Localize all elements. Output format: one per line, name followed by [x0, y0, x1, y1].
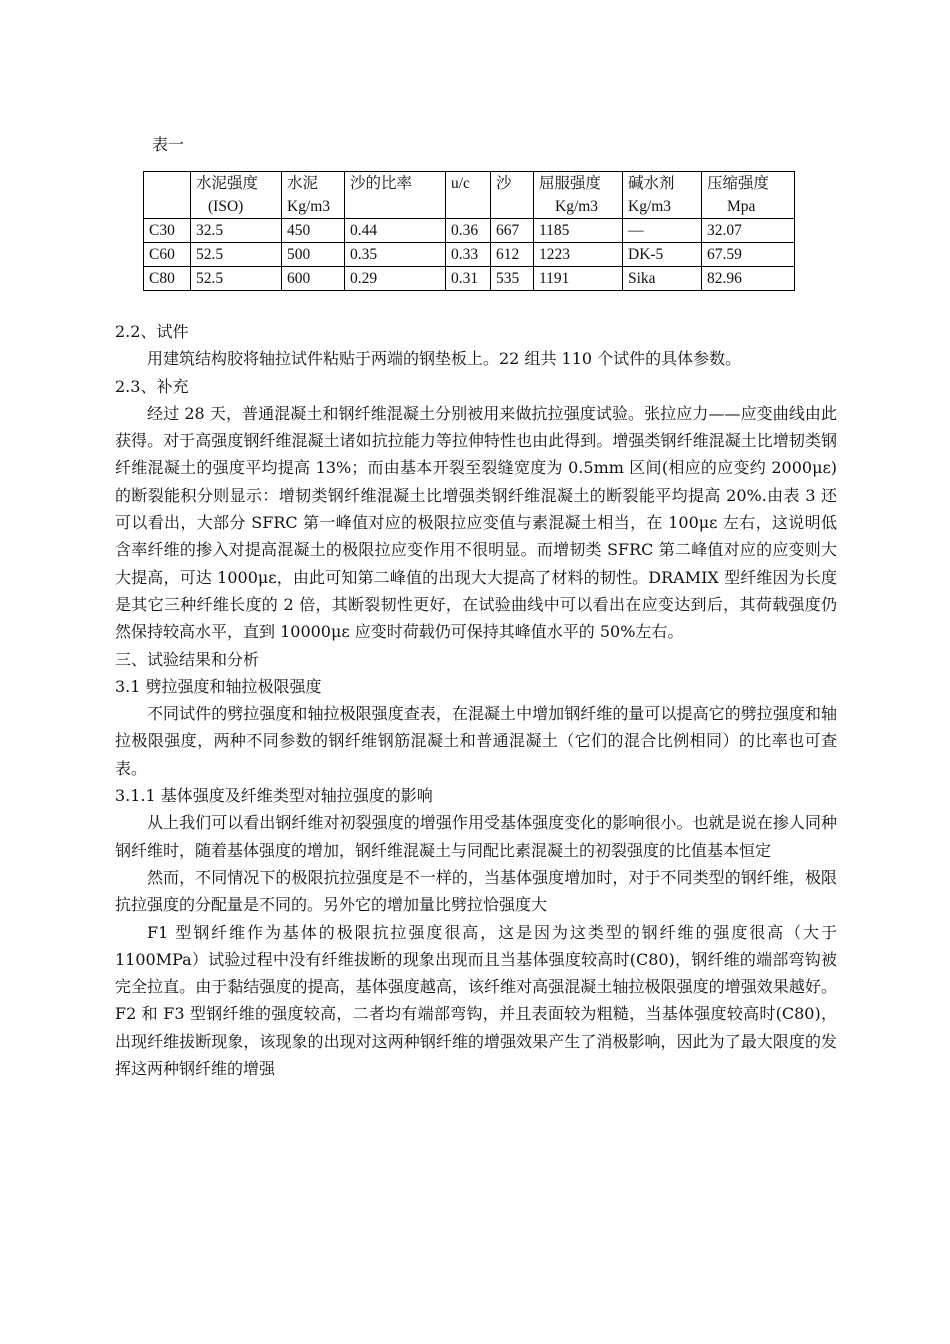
- table-cell: 32.07: [702, 219, 795, 243]
- table-cell: 67.59: [702, 243, 795, 267]
- table-cell: 667: [491, 219, 534, 243]
- header-cell-cement: 水泥 Kg/m3: [282, 172, 345, 219]
- table-cell: 0.44: [345, 219, 446, 243]
- section-heading: 3.1 劈拉强度和轴拉极限强度: [115, 676, 322, 696]
- table-header-row: [144, 172, 795, 219]
- section-heading: 2.2、试件: [115, 322, 189, 341]
- table-cell: 1223: [534, 243, 623, 267]
- table-cell: 0.31: [446, 267, 491, 291]
- paragraph: 然而，不同情况下的极限抗拉强度是不一样的，当基体强度增加时，对于不同类型的钢纤维，极限抗拉强度的分配量是不同的。另外它的增加量比劈拉恰强度大: [115, 867, 837, 915]
- table-cell: DK-5: [623, 243, 702, 267]
- header-cell-sand: 沙: [491, 172, 534, 219]
- section-heading: 2.3、补充: [115, 376, 189, 396]
- table-cell: 82.96: [702, 267, 795, 291]
- paragraph: 不同试件的劈拉强度和轴拉极限强度查表，在混凝土中增加钢纤维的量可以提高它的劈拉强度和轴拉极限强度，两种不同参数的钢纤维钢筋混凝土和普通混凝土（它们的混合比例相同）的比率也可查表。: [115, 704, 837, 778]
- body-text: [115, 318, 837, 1082]
- table-cell: 32.5: [191, 219, 282, 243]
- table-cell: C80: [144, 267, 191, 291]
- table-cell: C60: [144, 243, 191, 267]
- table-caption: 表一: [152, 135, 185, 154]
- table-cell: 0.35: [345, 243, 446, 267]
- table-cell: 612: [491, 243, 534, 267]
- table-row: [144, 267, 795, 291]
- section-heading: 3.1.1 基体强度及纤维类型对轴拉强度的影响: [115, 786, 433, 806]
- table-cell: 0.33: [446, 243, 491, 267]
- header-cell-label: [144, 172, 191, 219]
- paragraph: 用建筑结构胶将轴拉试件粘贴于两端的钢垫板上。22 组共 110 个试件的具体参数。: [147, 349, 742, 369]
- table-row: [144, 243, 795, 267]
- header-cell-compressive-strength: 压缩强度 Mpa: [702, 172, 795, 219]
- paragraph: F1 型钢纤维作为基体的极限抗拉强度很高，这是因为这类型的钢纤维的强度很高（大于 1100MPa）试验过程中没有纤维拔断的现象出现而且当基体强度较高时(C80)，钢纤维的端部弯钩被完全拉直。由于黏结强度的提高，基体强度越高，该纤维对高强混凝土轴拉极限强度的增强效果越好。F2 和 F3 型钢纤维的强度较高，二者均有端部弯钩，并且表面较为粗糙，当基体强度较高时(C80)，出现纤维拔断现象，该现象的出现对这两种钢纤维的增强效果产生了消极影响，因此为了最大限度的发挥这两种钢纤维的增强: [115, 922, 837, 1079]
- table-cell: —: [623, 219, 702, 243]
- paragraph: 经过 28 天，普通混凝土和钢纤维混凝土分别被用来做抗拉强度试验。张拉应力——应变曲线由此获得。对于高强度钢纤维混凝土诸如抗拉能力等拉伸特性也由此得到。增强类钢纤维混凝土比增韧类钢纤维混凝土的强度平均提高 13%；而由基本开裂至裂缝宽度为 0.5mm 区间(相应的应变约 2000με)的断裂能积分则显示：增韧类钢纤维混凝土比增强类钢纤维混凝土的断裂能平均提高 20%.由表 3 还可以看出，大部分 SFRC 第一峰值对应的极限拉应变值与素混凝土相当，在 100με 左右，这说明低含率纤维的掺入对提高混凝土的极限拉应变作用不很明显。而增韧类 SFRC 第二峰值对应的应变则大大提高，可达 1000με，由此可知第二峰值的出现大大提高了材料的韧性。DRAMIX 型纤维因为长度是其它三种纤维长度的 2 倍，其断裂韧性更好，在试验曲线中可以看出在应变达到后，其荷载强度仍然保持较高水平，直到 10000με 应变时荷载仍可保持其峰值水平的 50%左右。: [115, 403, 837, 642]
- header-cell-water-reducer: 碱水剂 Kg/m3: [623, 172, 702, 219]
- table-cell: 1191: [534, 267, 623, 291]
- table-cell: 52.5: [191, 267, 282, 291]
- table-cell: Sika: [623, 267, 702, 291]
- table-cell: 500: [282, 243, 345, 267]
- table-cell: 535: [491, 267, 534, 291]
- table-cell: 1185: [534, 219, 623, 243]
- table-cell: 0.36: [446, 219, 491, 243]
- table-cell: C30: [144, 219, 191, 243]
- mix-proportion-table: [143, 171, 795, 291]
- section-heading: 三、试验结果和分析: [115, 649, 260, 669]
- table-cell: 52.5: [191, 243, 282, 267]
- table-cell: 450: [282, 219, 345, 243]
- table-cell: 600: [282, 267, 345, 291]
- header-cell-uc: u/c: [446, 172, 491, 219]
- paragraph: 从上我们可以看出钢纤维对初裂强度的增强作用受基体强度变化的影响很小。也就是说在掺人同种钢纤维时，随着基体强度的增加，钢纤维混凝土与同配比素混凝土的初裂强度的比值基本恒定: [115, 813, 837, 860]
- table-row: [144, 219, 795, 243]
- header-cell-sand-ratio: 沙的比率: [345, 172, 446, 219]
- header-cell-cement-strength: 水泥强度 (ISO): [191, 172, 282, 219]
- table-cell: 0.29: [345, 267, 446, 291]
- header-cell-yield-strength: 屈服强度 Kg/m3: [534, 172, 623, 219]
